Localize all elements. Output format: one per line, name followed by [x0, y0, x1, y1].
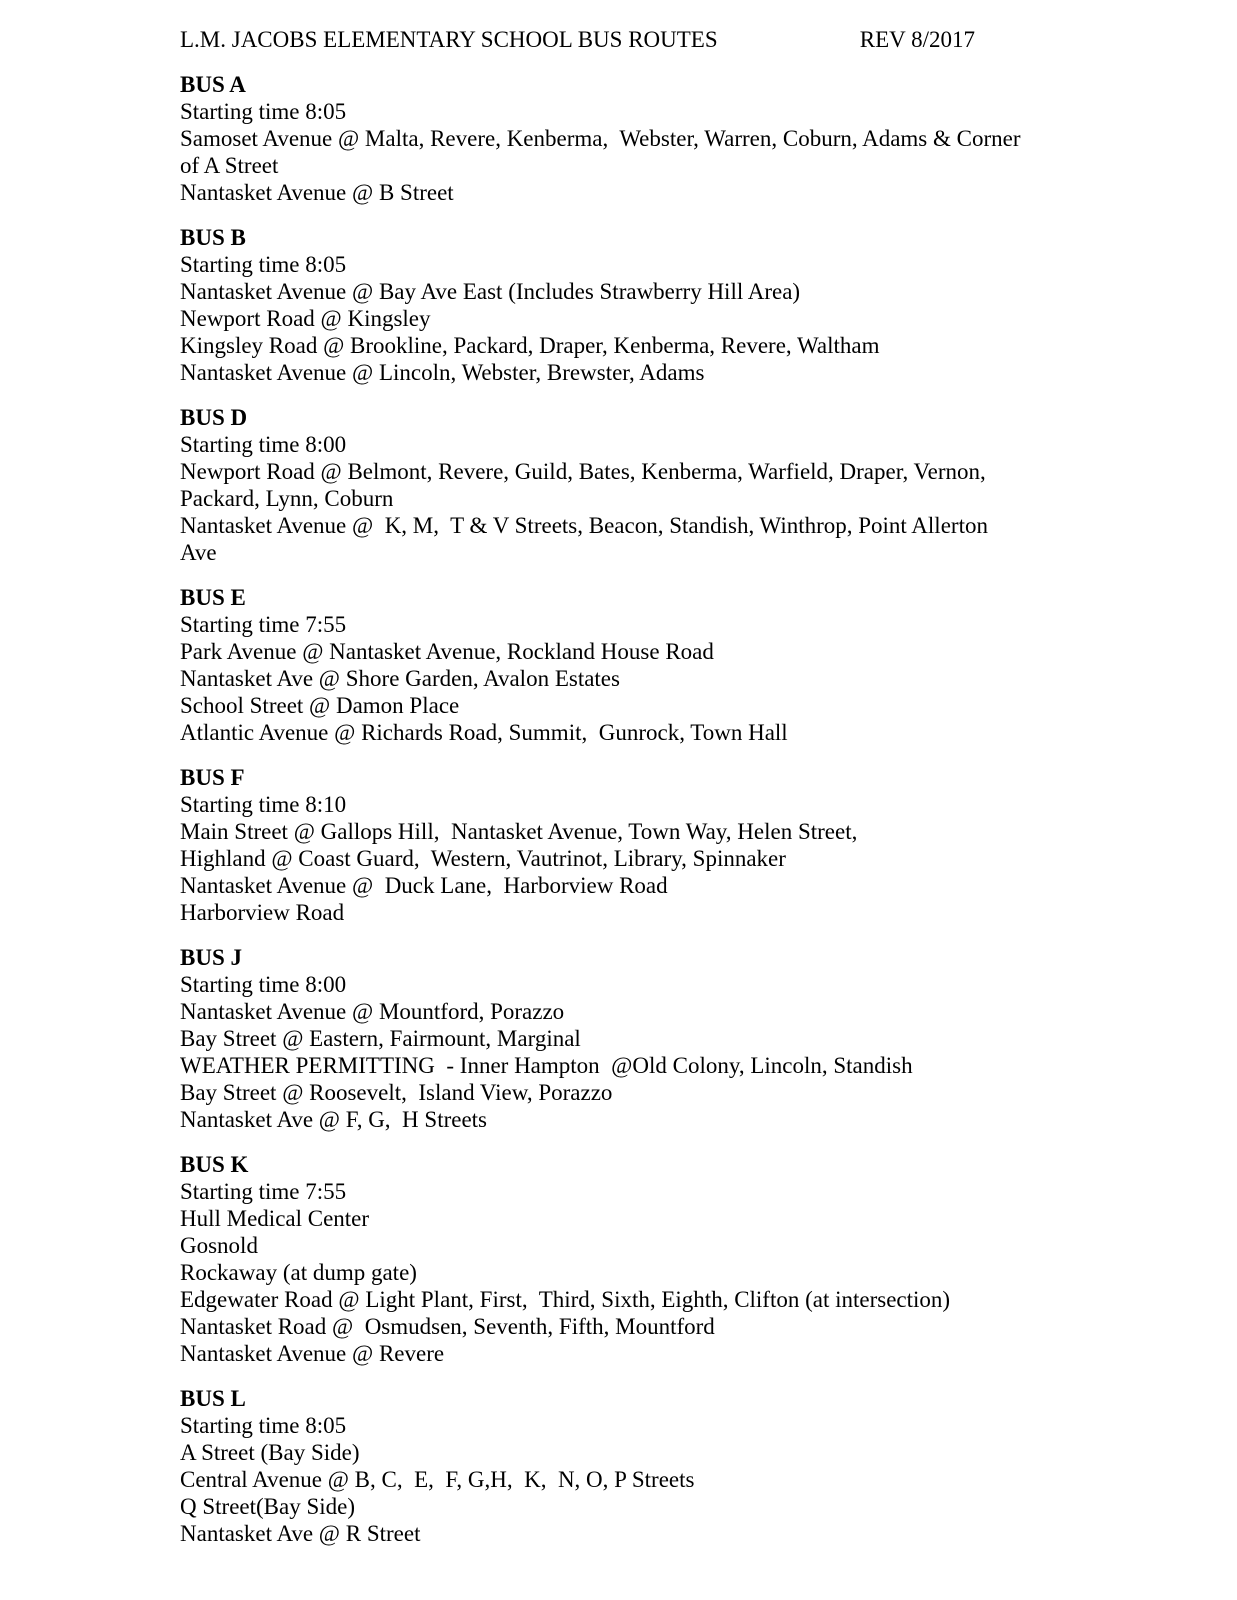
bus-route-lines — [180, 998, 1025, 1133]
route-line: Rockaway (at dump gate) — [180, 1260, 417, 1285]
route-line: Nantasket Ave @ F, G, H Streets — [180, 1107, 488, 1132]
route-line: Kingsley Road @ Brookline, Packard, Draper, Kenberma, Revere, Waltham — [180, 333, 880, 358]
route-line: Nantasket Avenue @ B Street — [180, 180, 454, 205]
bus-starting-time: Starting time 7:55 — [180, 1179, 347, 1204]
route-line: Nantasket Road @ Osmudsen, Seventh, Fifth, Mountford — [180, 1314, 715, 1339]
bus-section — [180, 944, 1025, 1133]
bus-route-lines — [180, 638, 1025, 746]
route-line: Nantasket Avenue @ Bay Ave East (Includes Strawberry Hill Area) — [180, 279, 801, 304]
route-line: Newport Road @ Belmont, Revere, Guild, Bates, Kenberma, Warfield, Draper, Vernon, Packard, Lynn, Coburn — [180, 459, 992, 511]
route-line: Samoset Avenue @ Malta, Revere, Kenberma, Webster, Warren, Coburn, Adams & Corner of A Street — [180, 126, 1027, 178]
bus-section — [180, 1151, 1025, 1367]
bus-name: BUS D — [180, 405, 248, 430]
bus-name: BUS K — [180, 1152, 249, 1177]
route-line: Edgewater Road @ Light Plant, First, Third, Sixth, Eighth, Clifton (at intersection) — [180, 1287, 951, 1312]
bus-section — [180, 1385, 1025, 1547]
bus-name: BUS J — [180, 945, 242, 970]
route-line: Nantasket Avenue @ K, M, T & V Streets, Beacon, Standish, Winthrop, Point Allerton Ave — [180, 513, 993, 565]
route-line: Newport Road @ Kingsley — [180, 306, 431, 331]
bus-routes-list — [180, 71, 1237, 1547]
route-line: WEATHER PERMITTING - Inner Hampton @Old Colony, Lincoln, Standish — [180, 1053, 913, 1078]
bus-starting-time: Starting time 8:05 — [180, 99, 347, 124]
route-line: A Street (Bay Side) — [180, 1440, 360, 1465]
route-line: Atlantic Avenue @ Richards Road, Summit, Gunrock, Town Hall — [180, 720, 788, 745]
bus-name: BUS L — [180, 1386, 246, 1411]
route-line: Nantasket Ave @ R Street — [180, 1521, 421, 1546]
bus-starting-time: Starting time 7:55 — [180, 612, 347, 637]
bus-section — [180, 764, 1025, 926]
revision-label: REV 8/2017 — [859, 27, 975, 52]
route-line: Hull Medical Center — [180, 1206, 370, 1231]
bus-name: BUS B — [180, 225, 246, 250]
bus-section — [180, 224, 1025, 386]
route-line: Nantasket Avenue @ Duck Lane, Harborview Road — [180, 873, 668, 898]
bus-name: BUS A — [180, 72, 246, 97]
bus-route-lines — [180, 458, 1025, 566]
route-line: Q Street(Bay Side) — [180, 1494, 356, 1519]
route-line: Nantasket Ave @ Shore Garden, Avalon Estates — [180, 666, 620, 691]
bus-route-lines — [180, 1205, 1025, 1367]
route-line: Central Avenue @ B, C, E, F, G,H, K, N, O, P Streets — [180, 1467, 695, 1492]
bus-name: BUS F — [180, 765, 245, 790]
bus-starting-time: Starting time 8:00 — [180, 432, 347, 457]
bus-name: BUS E — [180, 585, 246, 610]
bus-starting-time: Starting time 8:00 — [180, 972, 347, 997]
bus-route-lines — [180, 818, 1025, 926]
bus-section — [180, 584, 1025, 746]
route-line: Main Street @ Gallops Hill, Nantasket Avenue, Town Way, Helen Street, — [180, 819, 858, 844]
route-line: Park Avenue @ Nantasket Avenue, Rockland House Road — [180, 639, 714, 664]
route-line: Nantasket Avenue @ Lincoln, Webster, Brewster, Adams — [180, 360, 705, 385]
bus-route-lines — [180, 125, 1025, 206]
route-line: Bay Street @ Eastern, Fairmount, Marginal — [180, 1026, 581, 1051]
bus-starting-time: Starting time 8:05 — [180, 1413, 347, 1438]
route-line: School Street @ Damon Place — [180, 693, 460, 718]
route-line: Gosnold — [180, 1233, 258, 1258]
route-line: Harborview Road — [180, 900, 345, 925]
route-line: Highland @ Coast Guard, Western, Vautrinot, Library, Spinnaker — [180, 846, 786, 871]
bus-starting-time: Starting time 8:05 — [180, 252, 347, 277]
route-line: Nantasket Avenue @ Revere — [180, 1341, 445, 1366]
bus-section — [180, 71, 1025, 206]
bus-route-lines — [180, 278, 1025, 386]
route-line: Bay Street @ Roosevelt, Island View, Porazzo — [180, 1080, 613, 1105]
bus-route-lines — [180, 1439, 1025, 1547]
bus-section — [180, 404, 1025, 566]
route-line: Nantasket Avenue @ Mountford, Porazzo — [180, 999, 565, 1024]
page-title: L.M. JACOBS ELEMENTARY SCHOOL BUS ROUTES — [180, 27, 718, 52]
bus-starting-time: Starting time 8:10 — [180, 792, 347, 817]
document-header — [180, 26, 1025, 53]
